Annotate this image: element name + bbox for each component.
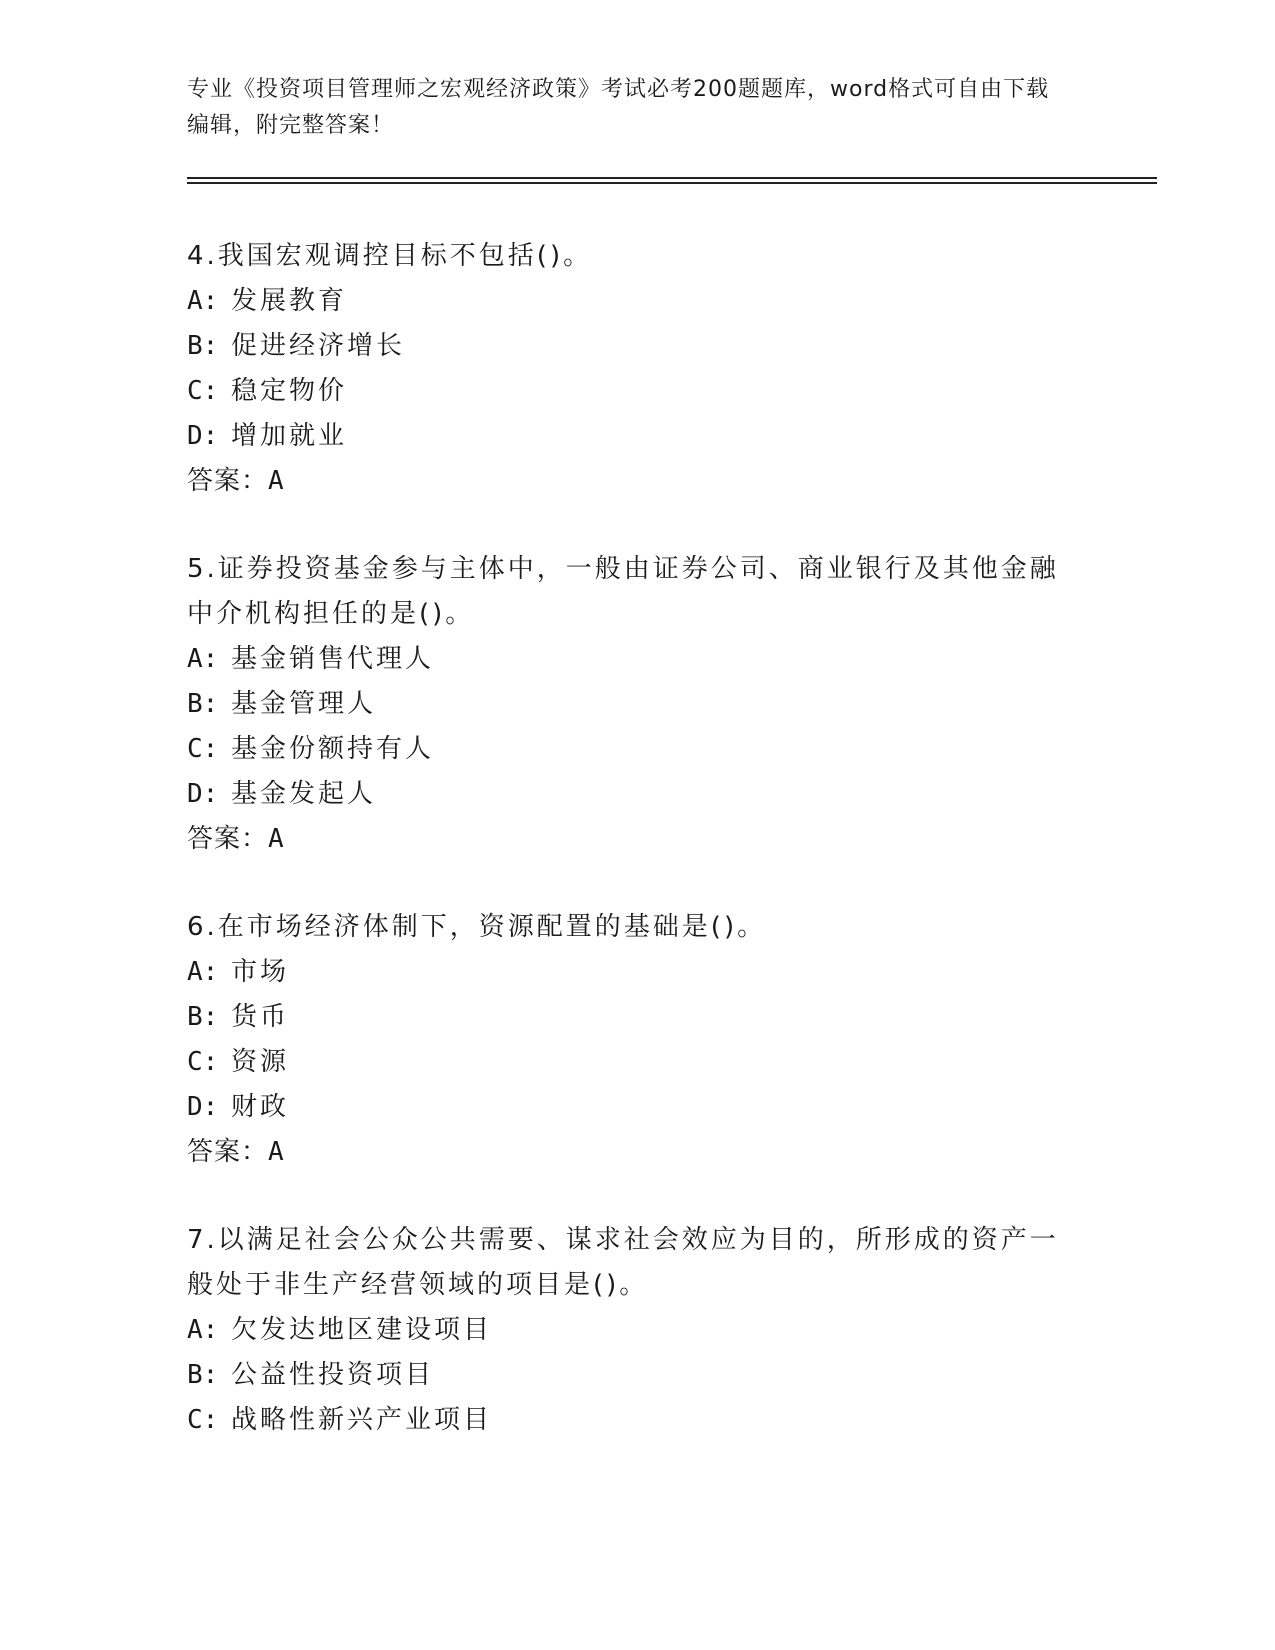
option-text: 稳定物价 xyxy=(231,376,348,406)
answer-line xyxy=(187,817,1067,862)
answer-value: A xyxy=(268,466,285,496)
question-text: 5.证券投资基金参与主体中，一般由证券公司、商业银行及其他金融中介机构担任的是()。 xyxy=(187,554,1059,629)
option-letter: B: xyxy=(187,1002,219,1032)
option-b xyxy=(187,324,1067,369)
option-text: 货币 xyxy=(231,1002,290,1032)
question-text: 7.以满足社会公众公共需要、谋求社会效应为目的，所形成的资产一般处于非生产经营领域的项目是()。 xyxy=(187,1225,1059,1300)
option-text: 市场 xyxy=(231,957,290,987)
option-c xyxy=(187,1040,1067,1085)
question-item xyxy=(187,547,1067,862)
option-text: 欠发达地区建设项目 xyxy=(231,1315,493,1345)
answer-label: 答案： xyxy=(187,1137,269,1167)
option-letter: B: xyxy=(187,689,219,719)
document-header xyxy=(187,72,1067,144)
option-b xyxy=(187,682,1067,727)
option-text: 资源 xyxy=(231,1047,290,1077)
option-a xyxy=(187,279,1067,324)
answer-line xyxy=(187,459,1067,504)
answer-value: A xyxy=(268,824,285,854)
option-letter: D: xyxy=(187,421,219,451)
option-text: 财政 xyxy=(231,1092,290,1122)
option-text: 促进经济增长 xyxy=(231,331,406,361)
option-text: 战略性新兴产业项目 xyxy=(231,1405,493,1435)
option-c xyxy=(187,727,1067,772)
option-text: 基金份额持有人 xyxy=(231,734,435,764)
option-d xyxy=(187,772,1067,817)
header-divider-bottom xyxy=(187,182,1157,184)
option-c xyxy=(187,1398,1067,1443)
question-item xyxy=(187,234,1067,504)
option-letter: D: xyxy=(187,1092,219,1122)
option-d xyxy=(187,414,1067,459)
option-letter: C: xyxy=(187,376,219,406)
option-text: 公益性投资项目 xyxy=(231,1360,435,1390)
answer-value: A xyxy=(268,1137,285,1167)
option-a xyxy=(187,1308,1067,1353)
option-text: 基金管理人 xyxy=(231,689,377,719)
question-text: 4.我国宏观调控目标不包括()。 xyxy=(187,241,593,271)
option-text: 基金销售代理人 xyxy=(231,644,435,674)
option-letter: A: xyxy=(187,1315,219,1345)
question-item xyxy=(187,1218,1067,1443)
option-letter: A: xyxy=(187,644,219,674)
question-text: 6.在市场经济体制下，资源配置的基础是()。 xyxy=(187,912,767,942)
option-a xyxy=(187,950,1067,995)
option-letter: C: xyxy=(187,734,219,764)
question-item xyxy=(187,905,1067,1175)
answer-label: 答案： xyxy=(187,824,269,854)
option-letter: A: xyxy=(187,286,219,316)
option-letter: C: xyxy=(187,1047,219,1077)
option-b xyxy=(187,995,1067,1040)
option-letter: D: xyxy=(187,779,219,809)
option-text: 发展教育 xyxy=(231,286,348,316)
option-c xyxy=(187,369,1067,414)
option-letter: A: xyxy=(187,957,219,987)
option-letter: C: xyxy=(187,1405,219,1435)
header-divider-top xyxy=(187,177,1157,179)
option-a xyxy=(187,637,1067,682)
answer-label: 答案： xyxy=(187,466,269,496)
question-list xyxy=(187,234,1067,1486)
option-letter: B: xyxy=(187,331,219,361)
answer-line xyxy=(187,1130,1067,1175)
option-d xyxy=(187,1085,1067,1130)
option-text: 增加就业 xyxy=(231,421,348,451)
option-b xyxy=(187,1353,1067,1398)
option-letter: B: xyxy=(187,1360,219,1390)
header-intro-text: 专业《投资项目管理师之宏观经济政策》考试必考200题题库，word格式可自由下载编辑，附完整答案！ xyxy=(187,77,1050,138)
option-text: 基金发起人 xyxy=(231,779,377,809)
